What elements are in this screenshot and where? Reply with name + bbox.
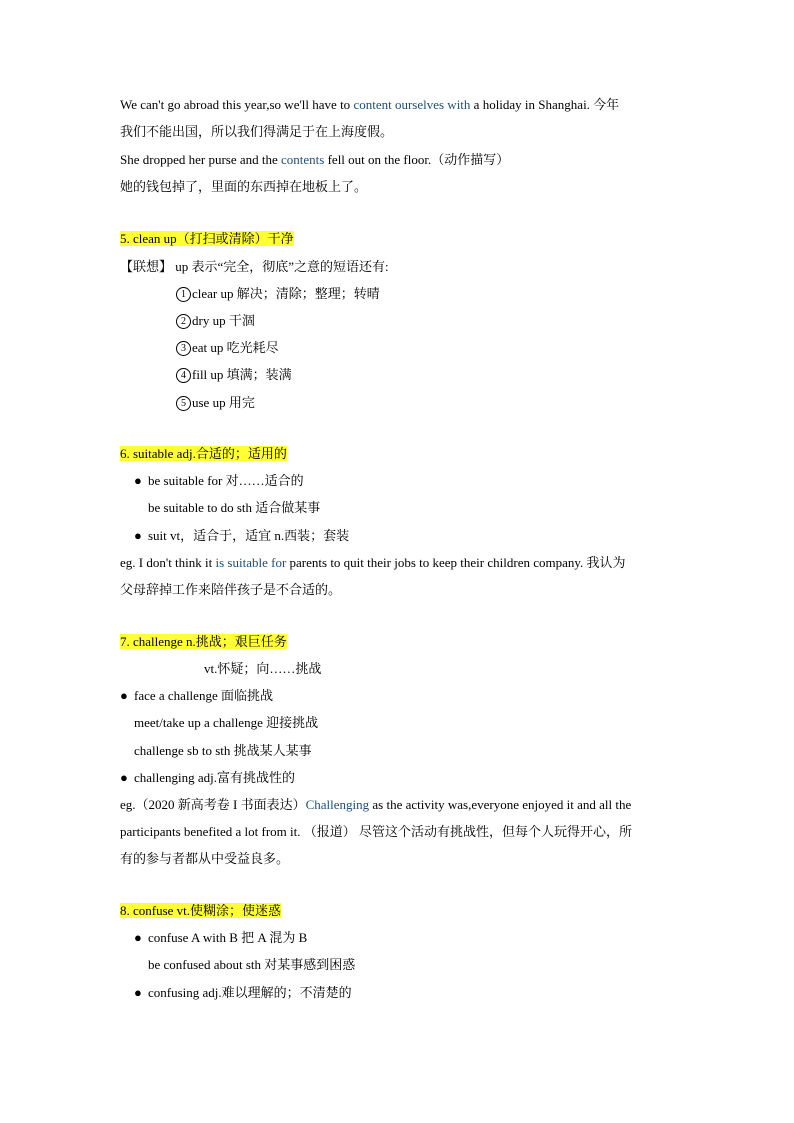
- sub-line: challenge sb to sth 挑战某人某事: [134, 743, 312, 758]
- bullet-line: [134, 471, 304, 491]
- example-translation: 父母辞掉工作来陪伴孩子是不合适的。: [120, 582, 342, 597]
- list-item-text: eat up 吃光耗尽: [192, 340, 279, 355]
- list-item-text: use up 用完: [192, 395, 255, 410]
- bullet-text: confusing adj.难以理解的；不清楚的: [148, 985, 352, 1000]
- text: We can't go abroad this year,so we'll have to: [120, 97, 354, 112]
- bullet-icon: ●: [134, 473, 142, 488]
- text: eg.（2020 新高考卷 I 书面表达）: [120, 797, 306, 812]
- bullet-line: [120, 686, 273, 706]
- heading-highlight: 7. challenge n.挑战；艰巨任务: [120, 634, 287, 649]
- list-item: [176, 311, 255, 331]
- list-item-text: fill up 填满；装满: [192, 367, 292, 382]
- section-8-heading: [120, 901, 281, 921]
- section-7-heading: [120, 632, 287, 652]
- heading-highlight: 8. confuse vt.使糊涂；使迷惑: [120, 903, 282, 918]
- intro-line-3: [120, 150, 509, 170]
- bullet-text: be suitable for 对……适合的: [148, 473, 304, 488]
- example-line: [120, 553, 626, 573]
- phrase-content-ourselves-with: content ourselves with: [353, 97, 471, 112]
- circled-number: 2: [176, 314, 191, 329]
- text: She dropped her purse and the: [120, 152, 282, 167]
- circled-number: 1: [176, 287, 191, 302]
- bullet-icon: ●: [134, 528, 142, 543]
- text: a holiday in Shanghai. 今年: [470, 97, 620, 112]
- list-item: [176, 393, 255, 413]
- intro-line-2: 我们不能出国，所以我们得满足于在上海度假。: [120, 124, 394, 139]
- list-item: [176, 365, 292, 385]
- list-item: [176, 284, 380, 304]
- bullet-text: challenging adj.富有挑战性的: [134, 770, 296, 785]
- bullet-line: [134, 983, 352, 1003]
- bullet-icon: ●: [134, 930, 142, 945]
- bullet-text: suit vt，适合于，适宜 n.西装；套装: [148, 528, 350, 543]
- text: fell out on the floor.（动作描写）: [324, 152, 510, 167]
- circled-number: 5: [176, 396, 191, 411]
- sub-line: be suitable to do sth 适合做某事: [148, 500, 321, 515]
- text: parents to quit their jobs to keep their children company. 我认为: [286, 555, 626, 570]
- circled-number: 3: [176, 341, 191, 356]
- text: eg. I don't think it: [120, 555, 216, 570]
- bullet-text: confuse A with B 把 A 混为 B: [148, 930, 308, 945]
- heading-highlight: 5. clean up（打扫或清除）干净: [120, 231, 294, 246]
- list-item-text: clear up 解决；清除；整理；转晴: [192, 286, 380, 301]
- section-5-association: 【联想】 up 表示“完全，彻底”之意的短语还有:: [120, 259, 389, 274]
- intro-line-4: 她的钱包掉了，里面的东西掉在地板上了。: [120, 179, 368, 194]
- circled-number: 4: [176, 368, 191, 383]
- list-item-text: dry up 干涸: [192, 313, 255, 328]
- bullet-line: [134, 928, 307, 948]
- bullet-icon: ●: [134, 985, 142, 1000]
- heading-highlight: 6. suitable adj.合适的；适用的: [120, 446, 287, 461]
- example-line: [120, 795, 631, 815]
- bullet-line: [134, 526, 349, 546]
- intro-line-1: [120, 95, 619, 115]
- example-line-3: 有的参与者都从中受益良多。: [120, 851, 290, 866]
- text: as the activity was,everyone enjoyed it and all the: [369, 797, 632, 812]
- word-contents: contents: [281, 152, 325, 167]
- bullet-icon: ●: [120, 770, 128, 785]
- sub-line: be confused about sth 对某事感到困惑: [148, 957, 356, 972]
- list-item: [176, 338, 279, 358]
- section-5-heading: [120, 229, 294, 249]
- section-6-heading: [120, 444, 287, 464]
- word-challenging: Challenging: [305, 797, 370, 812]
- bullet-icon: ●: [120, 688, 128, 703]
- sub-line: meet/take up a challenge 迎接挑战: [134, 715, 319, 730]
- verb-meaning: vt.怀疑；向……挑战: [204, 661, 322, 676]
- phrase-is-suitable-for: is suitable for: [215, 555, 287, 570]
- bullet-line: [120, 768, 295, 788]
- example-line-2: participants benefited a lot from it. （报道） 尽管这个活动有挑战性，但每个人玩得开心，所: [120, 824, 632, 839]
- bullet-text: face a challenge 面临挑战: [134, 688, 273, 703]
